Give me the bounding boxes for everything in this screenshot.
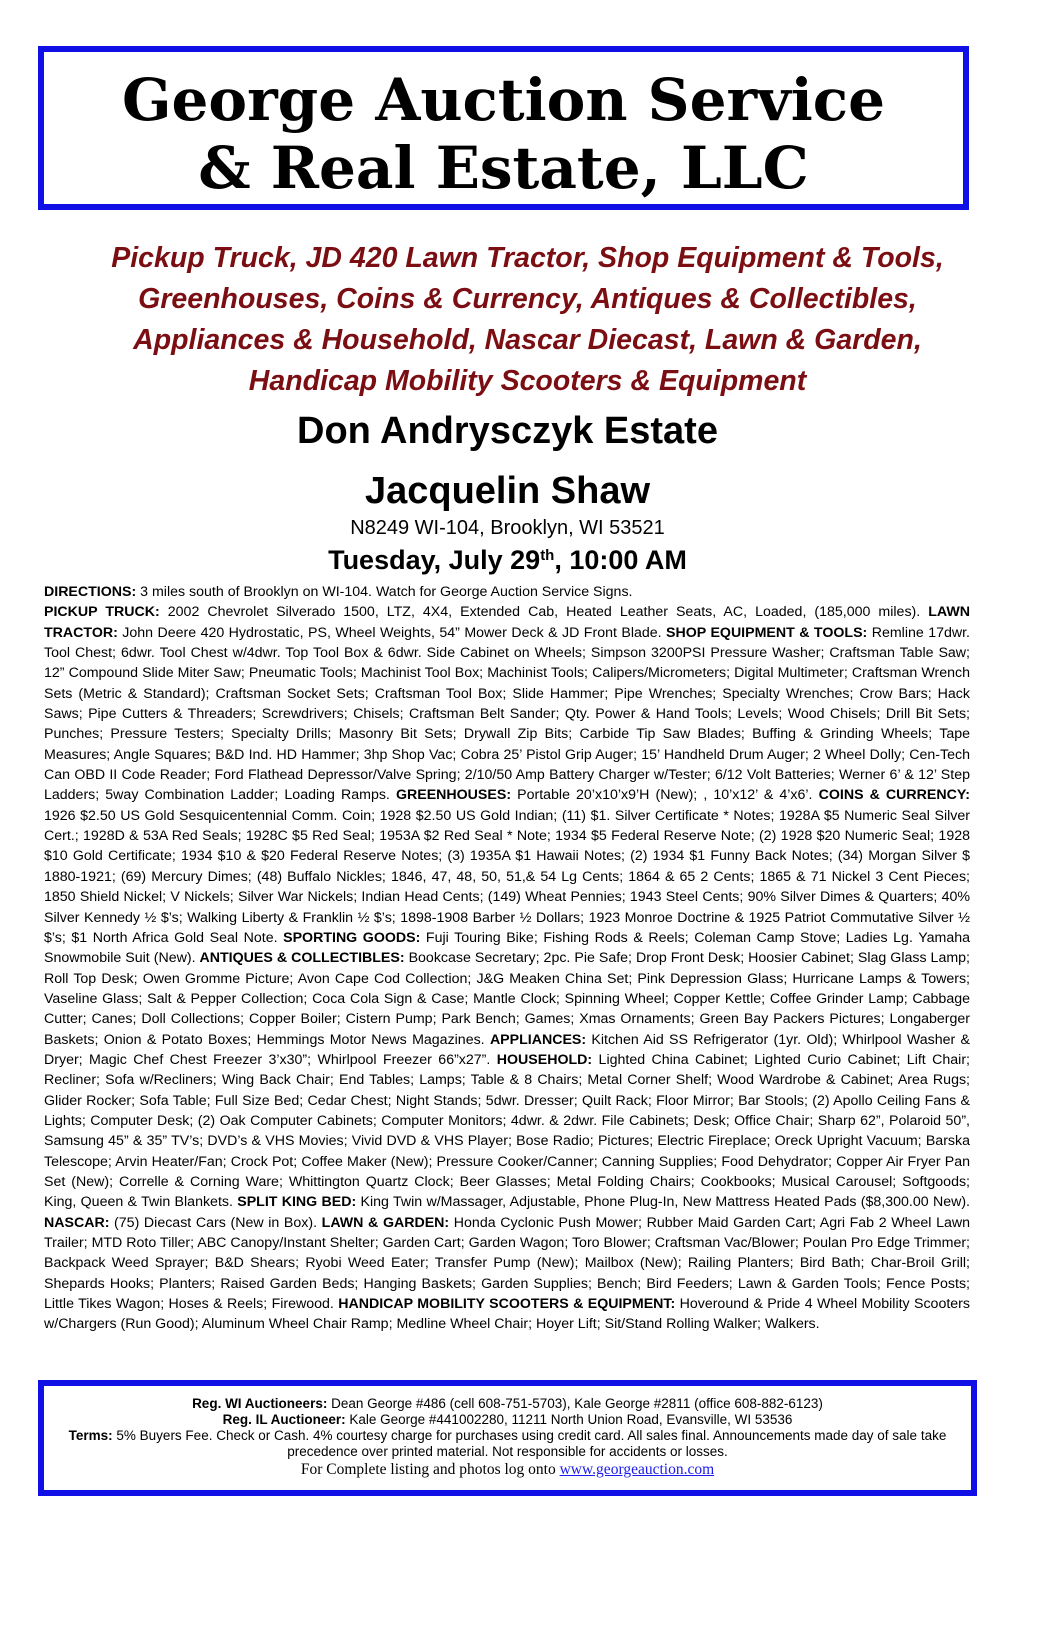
items-paragraph xyxy=(44,602,970,1334)
date-day: Tuesday, July 29 xyxy=(328,545,541,575)
section-label: ANTIQUES & COLLECTIBLES: xyxy=(199,950,405,967)
section-text: Lighted China Cabinet; Lighted Curio Cabinet; Lift Chair; Recliner; Sofa w/Recliners; Wing Back Chair; End Tables; Lamps; Table & 8 Chairs; Metal Corner Shelf; Wood Wardrobe & Cabinet; Area Rugs; Glider Rocker; Sofa Table; Full Size Bed; Cedar Chest; Night Stands; 5dwr. Dresser; Quilt Rack; Floor Mirror; Bar Stools; (2) Apollo Ceiling Fans & Lights; Computer Desk; (2) Oak Computer Cabinets; Computer Monitors; 4dwr. & 2dwr. File Cabinets; Desk; Office Chair; Sharp 62”, Polaroid 50”, Samsung 45” & 35” TV’s; DVD’s & VHS Movies; Vivid DVD & VHS Player; Bose Radio; Pictures; Electric Fireplace; Oreck Upright Vacuum; Barska Telescope; Arvin Heater/Fan; Crock Pot; Coffee Maker (New); Pressure Cooker/Canner; Canning Supplies; Food Dehydrator; Copper Air Fryer Pan Set (New); Correlle & Corning Ware; Whittington Quartz Clock; Beer Glasses; Metal Folding Chairs; Cookbooks; Musical Carousel; Softgoods; King, Queen & Twin Blankets. xyxy=(44,1051,970,1211)
company-name-line1: George Auction Service xyxy=(122,66,885,134)
section-label: LAWN TRACTOR: xyxy=(44,604,970,641)
section-text: Kitchen Aid SS Refrigerator (1yr. Old); Whirlpool Washer & Dryer; Magic Chef Chest Freezer 3’x30”; Whirlpool Freezer 66”x27”. xyxy=(44,1031,970,1068)
section-label: SHOP EQUIPMENT & TOOLS: xyxy=(666,624,868,641)
category-line: Appliances & Household, Nascar Diecast, Lawn & Garden, xyxy=(133,324,922,356)
terms-label: Terms: xyxy=(68,1428,113,1443)
il-label: Reg. IL Auctioneer: xyxy=(222,1412,346,1427)
section-text: King Twin w/Massager, Adjustable, Phone Plug-In, New Mattress Heated Pads ($8,300.00 New). xyxy=(356,1194,970,1211)
section-label: GREENHOUSES: xyxy=(395,787,512,804)
section-label: NASCAR: xyxy=(44,1214,110,1231)
client-name: Jacquelin Shaw xyxy=(364,470,651,512)
section-text: John Deere 420 Hydrostatic, PS, Wheel Weights, 54” Mower Deck & JD Front Blade. xyxy=(117,624,667,641)
category-line: Pickup Truck, JD 420 Lawn Tractor, Shop Equipment & Tools, xyxy=(111,242,944,274)
section-label: PICKUP TRUCK: xyxy=(44,604,160,621)
section-text: 1926 $2.50 US Gold Sesquicentennial Comm. Coin; 1928 $2.50 US Gold Indian; (11) $1. Silver Certificate * Notes; 1928A $5 Numeric Seal Silver Cert.; 1928D & 53A Red Seals; 1928C $5 Red Seal; 1953A $2 Red Seal * Note; 1934 $5 Federal Reserve Note; (2) 1928 $20 Numeric Seal; 1928 $10 Gold Certificate; 1934 $10 & $20 Federal Reserve Notes; (3) 1935A $1 Hawaii Notes; (2) 1934 $1 Funny Back Notes; (34) Morgan Silver $ 1880-1921; (69) Mercury Dimes; (48) Buffalo Nickles; 1846, 47, 48, 50, 51,& 54 Lg Cents; 1864 & 65 2 Cents; 1865 & 71 Nickel 3 Cent Pieces; 1850 Shield Nickel; V Nickels; Silver War Nickels; Indian Head Cents; (149) Wheat Pennies; 1943 Steel Cents; 90% Silver Dimes & Quarters; 40% Silver Kennedy ½ $’s; Walking Liberty & Franklin ½ $’s; 1898-1908 Barber ½ Dollars; 1923 Monroe Doctrine & 1925 Patriot Commutative Silver ½ $’s; $1 North Africa Gold Seal Note. xyxy=(44,807,970,946)
listing-body xyxy=(44,582,970,1335)
wi-text: Dean George #486 (cell 608-751-5703), Kale George #2811 (office 608-882-6123) xyxy=(327,1396,823,1411)
section-text: 3 miles south of Brooklyn on WI-104. Watch for George Auction Service Signs. xyxy=(136,584,633,600)
date-suffix: th xyxy=(540,547,555,564)
section-label: LAWN & GARDEN: xyxy=(321,1214,450,1231)
wi-auctioneers xyxy=(44,1396,971,1412)
section-label: SPORTING GOODS: xyxy=(283,929,421,946)
category-line: Greenhouses, Coins & Currency, Antiques & Collectibles, xyxy=(138,283,917,315)
date-time: , 10:00 AM xyxy=(554,545,687,575)
section-text: 2002 Chevrolet Silverado 1500, LTZ, 4X4, Extended Cab, Heated Leather Seats, AC, Loaded, (185,000 miles). xyxy=(159,604,929,621)
section-text: Bookcase Secretary; 2pc. Pie Safe; Drop Front Desk; Hoosier Cabinet; Slag Glass Lamp; Roll Top Desk; Owen Gromme Picture; Avon Cape Cod Collection; J&G Meaken China Set; Pink Depression Glass; Hurricane Lamps & Towers; Vaseline Glass; Salt & Pepper Collection; Coca Cola Sign & Case; Mantle Clock; Spinning Wheel; Copper Kettle; Coffee Grinder Lamp; Cabbage Cutter; Canes; Doll Collections; Copper Boiler; Cistern Pump; Park Bench; Games; Xmas Ornaments; Green Bay Packers Pictures; Longaberger Baskets; Onion & Potato Boxes; Hemmings Motor News Magazines. xyxy=(44,950,970,1048)
il-auctioneer xyxy=(44,1412,971,1428)
section-label: HOUSEHOLD: xyxy=(496,1051,593,1068)
estate-name: Don Andrysczyk Estate xyxy=(297,410,718,452)
section-label: SPLIT KING BED: xyxy=(237,1194,357,1211)
website-link[interactable]: www.georgeauction.com xyxy=(559,1461,715,1478)
sale-address: N8249 WI-104, Brooklyn, WI 53521 xyxy=(350,517,665,539)
section-label: APPLIANCES: xyxy=(489,1031,587,1048)
directions-paragraph xyxy=(44,582,970,602)
terms-text: 5% Buyers Fee. Check or Cash. 4% courtesy charge for purchases using credit card. All sales final. Announcements made day of sale take precedence over printed material. Not responsible for accidents or losses. xyxy=(112,1428,947,1459)
section-label: HANDICAP MOBILITY SCOOTERS & EQUIPMENT: xyxy=(338,1296,676,1313)
footer-box xyxy=(38,1380,977,1496)
il-text: Kale George #441002280, 11211 North Union Road, Evansville, WI 53536 xyxy=(345,1412,793,1427)
section-text: (75) Diecast Cars (New in Box). xyxy=(109,1214,322,1231)
website-text: For Complete listing and photos log onto xyxy=(300,1461,560,1478)
section-text: Hoveround & Pride 4 Wheel Mobility Scooters w/Chargers (Run Good); Aluminum Wheel Chair Ramp; Medline Wheel Chair; Hoyer Lift; Sit/Stand Rolling Walker; Walkers. xyxy=(44,1296,970,1333)
wi-label: Reg. WI Auctioneers: xyxy=(192,1396,328,1411)
section-text: Portable 20’x10’x9’H (New); , 10’x12’ & 4’x6’. xyxy=(511,787,819,804)
sale-date xyxy=(0,541,1015,579)
terms xyxy=(44,1428,971,1460)
section-label: DIRECTIONS: xyxy=(44,584,137,600)
header-box xyxy=(38,46,969,210)
company-name-line2: & Real Estate, LLC xyxy=(198,134,809,202)
website-line xyxy=(44,1460,971,1480)
category-line: Handicap Mobility Scooters & Equipment xyxy=(248,365,807,397)
section-text: Fuji Touring Bike; Fishing Rods & Reels; Coleman Camp Stove; Ladies Lg. Yamaha Snowmobile Suit (New). xyxy=(44,929,970,967)
section-text: Remline 17dwr. Tool Chest; 6dwr. Tool Chest w/4dwr. Top Tool Box & 6dwr. Side Cabinet on Wheels; Simpson 3200PSI Pressure Washer; Craftsman Table Saw; 12” Compound Slide Miter Saw; Pneumatic Tools; Machinist Tool Box; Machinist Tools; Calipers/Micrometers; Digital Multimeter; Craftsman Wrench Sets (Metric & Standard); Craftsman Socket Sets; Craftsman Tool Box; Slide Hammer; Pipe Wrenches; Specialty Wrenches; Crow Bars; Hack Saws; Pipe Cutters & Threaders; Screwdrivers; Chisels; Craftsman Belt Sander; Qty. Power & Hand Tools; Levels; Wood Chisels; Drill Bit Sets; Punches; Pressure Testers; Specialty Drills; Masonry Bit Sets; Drywall Zip Bits; Carbide Tip Saw Blades; Buffing & Grinding Wheels; Tape Measures; Angle Squares; B&D Ind. HD Hammer; 3hp Shop Vac; Cobra 25’ Pistol Grip Auger; 15’ Handheld Drum Auger; 2 Wheel Dolly; Cen-Tech Can OBD II Code Reader; Ford Flathead Depressor/Valve Spring; 2/10/50 Amp Battery Charger w/Tester; 6/12 Volt Batteries; Werner 6’ & 12’ Step Ladders; 5way Combination Ladder; Loading Ramps. xyxy=(44,624,970,804)
section-text: Honda Cyclonic Push Mower; Rubber Maid Garden Cart; Agri Fab 2 Wheel Lawn Trailer; MTD Roto Tiller; ABC Canopy/Instant Shelter; Garden Cart; Garden Wagon; Toro Blower; Craftsman Vac/Blower; Poulan Pro Edge Trimmer; Backpack Weed Sprayer; B&D Shears; Ryobi Weed Eater; Transfer Pump (New); Mailbox (New); Railing Planters; Bird Bath; Char-Broil Grill; Shepards Hooks; Planters; Raised Garden Beds; Hanging Baskets; Garden Supplies; Bench; Bird Feeders; Lawn & Garden Tools; Fence Posts; Little Tikes Wagon; Hoses & Reels; Firewood. xyxy=(44,1214,970,1313)
section-label: COINS & CURRENCY: xyxy=(818,787,970,804)
auction-categories xyxy=(40,238,1015,402)
